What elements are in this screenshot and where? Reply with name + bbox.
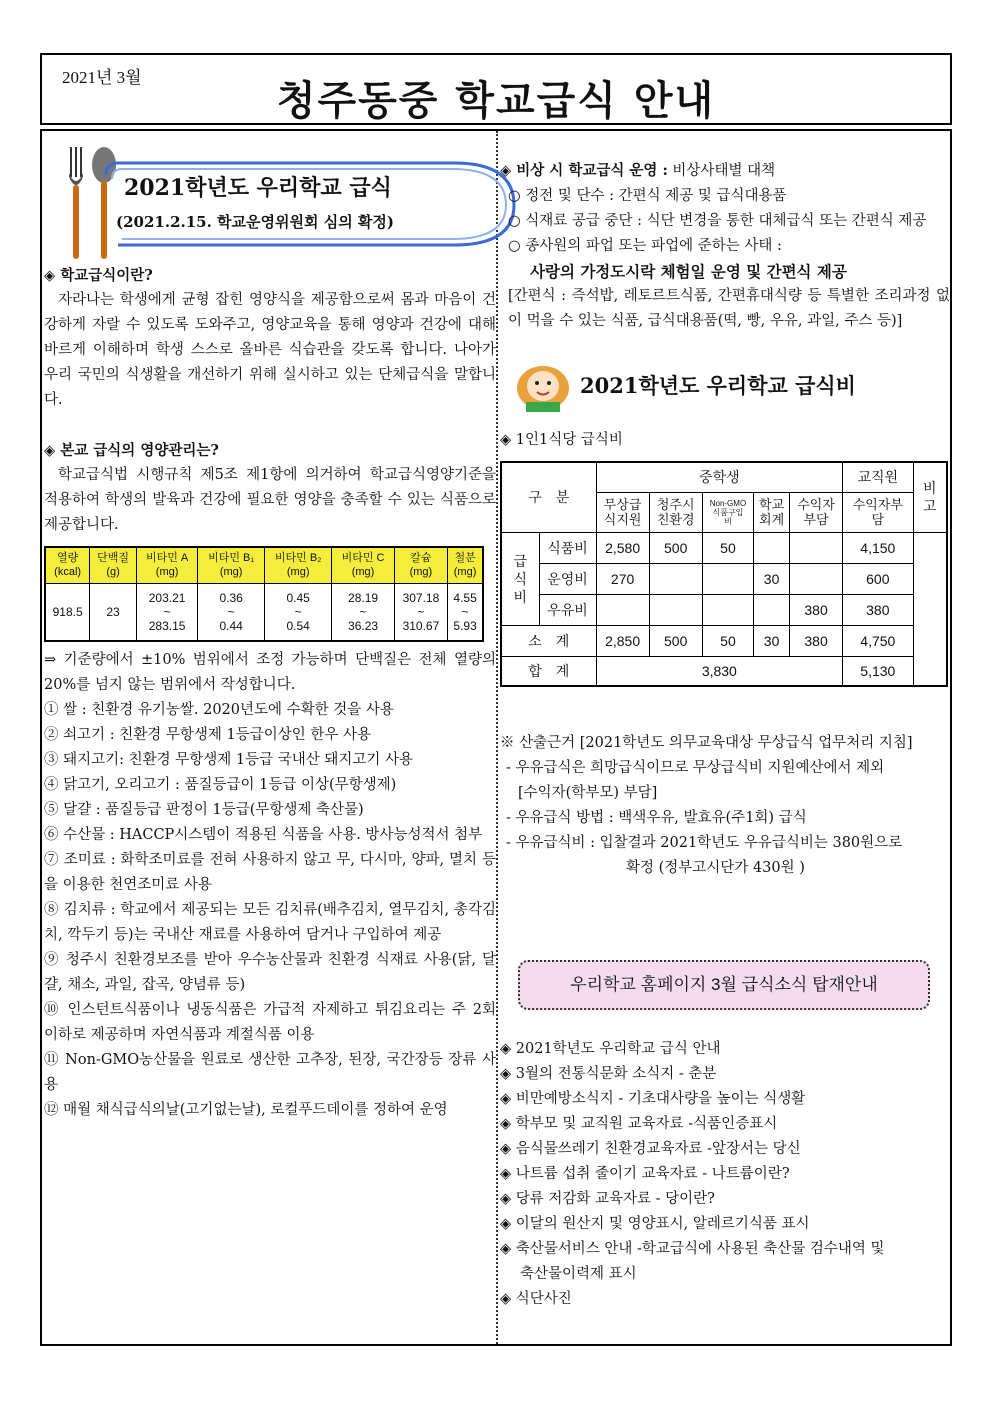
fee-basis bbox=[500, 731, 950, 881]
fee-cell: 500 bbox=[649, 532, 702, 563]
fee-cell bbox=[649, 563, 702, 594]
section-body-what-is: 자라나는 학생에게 균형 잡힌 영양식을 제공함으로써 몸과 마음이 건강하게 자랄 수 있도록 도와주고, 영양교육을 통해 영양과 건강에 대해 바르게 이해하며 학생 스스로 올바른 식습관을 갖도록 합니다. 나아가 우리 국민의 식생활을 개선하기 위해 실시하고 있는 단체급식을 말합니다. bbox=[44, 292, 496, 408]
fee-subtotal-cell: 380 bbox=[790, 625, 843, 656]
list-item: ◈ 2021학년도 우리학교 급식 안내 bbox=[500, 1041, 721, 1057]
basis-line: - 우유급식비 : 입찰결과 2021학년도 우유급식비는 380원으로 bbox=[506, 835, 903, 851]
table-row bbox=[501, 563, 947, 594]
basis-line: ※ 산출근거 [2021학년도 의무교육대상 무상급식 업무처리 지침] bbox=[500, 735, 913, 751]
nutrition-value-cell: 0.36 ~ 0.44 bbox=[198, 583, 265, 641]
nutrition-header-cell: 단백질 (g) bbox=[90, 547, 137, 583]
basis-line: 확정 (정부고시단가 430원 ) bbox=[626, 860, 805, 876]
header-date: 2021년 3월 bbox=[62, 68, 142, 87]
homepage-notice: 우리학교 홈페이지 3월 급식소식 탑재안내 bbox=[518, 960, 930, 1010]
fee-header-gubun: 구 분 bbox=[501, 462, 596, 532]
section-heading-nutrition: ◈ 본교 급식의 영양관리는? bbox=[44, 442, 219, 459]
nutrition-header-cell: 칼슘 (mg) bbox=[394, 547, 447, 583]
fee-cell bbox=[596, 594, 649, 625]
fee-header-middle: 중학생 bbox=[596, 462, 843, 492]
fee-cell bbox=[702, 563, 753, 594]
fee-cell bbox=[754, 594, 790, 625]
list-item: ⑨ 청주시 친환경보조를 받아 우수농산물과 친환경 식재료 사용(닭, 달걀, 채소, 과일, 잡곡, 양념류 등) bbox=[44, 952, 496, 993]
fee-title: 2021학년도 우리학교 급식비 bbox=[580, 373, 856, 398]
list-item: ⑪ Non-GMO농산물을 원료로 생산한 고추장, 된장, 국간장등 장류 사용 bbox=[44, 1052, 496, 1093]
chef-character-icon bbox=[512, 358, 574, 412]
nutrition-header-cell: 비타민 A (mg) bbox=[136, 547, 197, 583]
list-item: ○ 식재료 공급 중단 : 식단 변경을 통한 대체급식 또는 간편식 제공 bbox=[508, 213, 927, 229]
nutrition-note: ⇒ 기준량에서 ±10% 범위에서 조정 가능하며 단백질은 전체 열량의 20%를 넘지 않는 범위에서 작성합니다. bbox=[44, 652, 496, 693]
nutrition-header-cell: 철분 (mg) bbox=[448, 547, 483, 583]
list-item: ◈ 식단사진 bbox=[500, 1291, 572, 1307]
nutrition-header-cell: 열량 (kcal) bbox=[45, 547, 90, 583]
list-item: ◈ 이달의 원산지 및 영양표시, 알레르기식품 표시 bbox=[500, 1216, 810, 1232]
banner bbox=[44, 131, 496, 263]
list-item: ◈ 학부모 및 교직원 교육자료 -식품인증표시 bbox=[500, 1116, 778, 1132]
nutrition-value-cell: 203.21 ~ 283.15 bbox=[136, 583, 197, 641]
emergency-heading: ◈ 비상 시 학교급식 운영 : 비상사태별 대책 bbox=[500, 162, 776, 179]
fee-subtotal-cell: 2,850 bbox=[596, 625, 649, 656]
fee-subtotal-row bbox=[501, 625, 947, 656]
nutrition-value-cell: 4.55 ~ 5.93 bbox=[448, 583, 483, 641]
fee-cell bbox=[649, 594, 702, 625]
list-item: ◈ 축산물서비스 안내 -학교급식에 사용된 축산물 검수내역 및 bbox=[500, 1241, 885, 1257]
nutrition-value-cell: 28.19 ~ 36.23 bbox=[332, 583, 394, 641]
header bbox=[40, 53, 952, 125]
fee-total-label: 합 계 bbox=[501, 656, 596, 686]
section-body-nutrition: 학교급식법 시행규칙 제5조 제1항에 의거하여 학교급식영양기준을 적용하여 학생의 발육과 건강에 필요한 영양을 충족할 수 있는 식품으로 제공합니다. bbox=[44, 467, 496, 533]
fee-cell bbox=[790, 563, 843, 594]
nutrition-value-cell: 23 bbox=[90, 583, 137, 641]
basis-line: - 우유급식 방법 : 백색우유, 발효유(주1회) 급식 bbox=[506, 810, 807, 826]
fee-cell: 4,150 bbox=[843, 532, 913, 563]
fee-subtotal-cell: 30 bbox=[754, 625, 790, 656]
fee-cell: 2,580 bbox=[596, 532, 649, 563]
nutrition-value-cell: 918.5 bbox=[45, 583, 90, 641]
fee-cell: 380 bbox=[843, 594, 913, 625]
list-item: ① 쌀 : 친환경 유기농쌀. 2020년도에 수확한 것을 사용 bbox=[44, 702, 394, 718]
emergency-highlight: 사랑의 가정도시락 체험일 운영 및 간편식 제공 bbox=[530, 262, 847, 281]
fee-cell bbox=[702, 594, 753, 625]
nutrition-value-cell: 0.45 ~ 0.54 bbox=[264, 583, 331, 641]
list-item: ◈ 3월의 전통식문화 소식지 - 춘분 bbox=[500, 1066, 717, 1082]
list-item: ⑤ 달걀 : 품질등급 판정이 1등급(무항생제 축산물) bbox=[44, 802, 364, 818]
basis-line: [수익자(학부모) 부담] bbox=[518, 785, 658, 801]
column-divider bbox=[496, 131, 498, 1344]
emergency-list bbox=[500, 184, 950, 259]
nutrition-table bbox=[44, 546, 484, 642]
fee-cell bbox=[754, 532, 790, 563]
fee-cell: 270 bbox=[596, 563, 649, 594]
left-column bbox=[44, 131, 496, 1123]
nutrition-header-cell: 비타민 B₁ (mg) bbox=[198, 547, 265, 583]
fee-subtotal-cell: 50 bbox=[702, 625, 753, 656]
section-heading-what-is: ◈ 학교급식이란? bbox=[44, 267, 153, 284]
fee-total-middle: 3,830 bbox=[596, 656, 843, 686]
fee-header-staff: 교직원 bbox=[843, 462, 913, 492]
fee-cell: 30 bbox=[754, 563, 790, 594]
list-item: 축산물이력제 표시 bbox=[520, 1266, 637, 1282]
nutrition-value-cell: 307.18 ~ 310.67 bbox=[394, 583, 447, 641]
fee-column-header: Non-GMO 식품구입 비 bbox=[702, 492, 753, 532]
page-title: 청주동중 학교급식 안내 bbox=[276, 78, 716, 124]
emergency-note: [간편식 : 즉석밥, 레토르트식품, 간편휴대식량 등 특별한 조리과정 없이 먹을 수 있는 식품, 급식대용품(떡, 빵, 우유, 과일, 주스 등)] bbox=[508, 288, 950, 329]
nutrition-header-cell: 비타민 C (mg) bbox=[332, 547, 394, 583]
list-item: ③ 돼지고기: 친환경 무항생제 1등급 국내산 돼지고기 사용 bbox=[44, 752, 414, 768]
nutrition-header-cell: 비타민 B₂ (mg) bbox=[264, 547, 331, 583]
banner-subtitle: (2021.2.15. 학교운영위원회 심의 확정) bbox=[116, 213, 394, 231]
fee-column-header: 무상급 식지원 bbox=[596, 492, 649, 532]
fee-row-label: 우유비 bbox=[539, 594, 596, 625]
fee-group-label: 급 식 비 bbox=[501, 532, 539, 625]
basis-line: - 우유급식은 희망급식이므로 무상급식비 지원예산에서 제외 bbox=[506, 760, 885, 776]
table-row bbox=[501, 594, 947, 625]
fee-row-label: 운영비 bbox=[539, 563, 596, 594]
ingredient-list bbox=[44, 698, 496, 1123]
table-row bbox=[501, 532, 947, 563]
fee-column-header: 청주시 친환경 bbox=[649, 492, 702, 532]
fee-total-staff: 5,130 bbox=[843, 656, 913, 686]
list-item: ○ 정전 및 단수 : 간편식 제공 및 급식대용품 bbox=[508, 188, 787, 204]
fee-subtotal-cell: 500 bbox=[649, 625, 702, 656]
list-item: ④ 닭고기, 오리고기 : 품질등급이 1등급 이상(무항생제) bbox=[44, 777, 397, 793]
fee-cell: 600 bbox=[843, 563, 913, 594]
fee-column-header: 수익자부 담 bbox=[843, 492, 913, 532]
list-item: ○ 종사원의 파업 또는 파업에 준하는 사태 : bbox=[508, 238, 782, 254]
list-item: ◈ 음식물쓰레기 친환경교육자료 -앞장서는 당신 bbox=[500, 1141, 801, 1157]
fee-header-note: 비고 bbox=[913, 462, 947, 532]
right-column bbox=[500, 131, 950, 1307]
banner-title: 2021학년도 우리학교 급식 bbox=[124, 175, 392, 201]
fee-cell: 380 bbox=[790, 594, 843, 625]
fee-subtotal-cell: 4,750 bbox=[843, 625, 913, 656]
fee-cell: 50 bbox=[702, 532, 753, 563]
fee-column-header: 학교 회계 bbox=[754, 492, 790, 532]
list-item: ② 쇠고기 : 친환경 무항생제 1등급이상인 한우 사용 bbox=[44, 727, 372, 743]
fee-subheading: ◈ 1인1식당 급식비 bbox=[500, 432, 623, 448]
fee-column-header: 수익자 부담 bbox=[790, 492, 843, 532]
fee-cell bbox=[790, 532, 843, 563]
meal-fee-table bbox=[500, 461, 948, 687]
list-item: ⑧ 김치류 : 학교에서 제공되는 모든 김치류(배추김치, 열무김치, 총각김치, 깍두기 등)는 국내산 재료를 사용하여 담거나 구입하여 제공 bbox=[44, 902, 496, 943]
list-item: ⑩ 인스턴트식품이나 냉동식품은 가급적 자제하고 튀김요리는 주 2회 이하로 제공하며 자연식품과 계절식품 이용 bbox=[44, 1002, 496, 1043]
list-item: ◈ 비만예방소식지 - 기초대사량을 높이는 식생활 bbox=[500, 1091, 806, 1107]
list-item: ⑦ 조미료 : 화학조미료를 전혀 사용하지 않고 무, 다시마, 양파, 멸치 등을 이용한 천연조미료 사용 bbox=[44, 852, 496, 893]
fee-row-label: 식품비 bbox=[539, 532, 596, 563]
list-item: ◈ 나트륨 섭취 줄이기 교육자료 - 나트륨이란? bbox=[500, 1166, 790, 1182]
homepage-list bbox=[500, 1037, 950, 1312]
fee-total-row bbox=[501, 656, 947, 686]
list-item: ⑫ 매월 채식급식의날(고기없는날), 로컬푸드데이를 정하여 운영 bbox=[44, 1102, 448, 1118]
fee-heading-block bbox=[500, 334, 950, 428]
list-item: ⑥ 수산물 : HACCP시스템이 적용된 식품을 사용. 방사능성적서 첨부 bbox=[44, 827, 483, 843]
fee-subtotal-label: 소 계 bbox=[501, 625, 596, 656]
list-item: ◈ 당류 저감화 교육자료 - 당이란? bbox=[500, 1191, 715, 1207]
